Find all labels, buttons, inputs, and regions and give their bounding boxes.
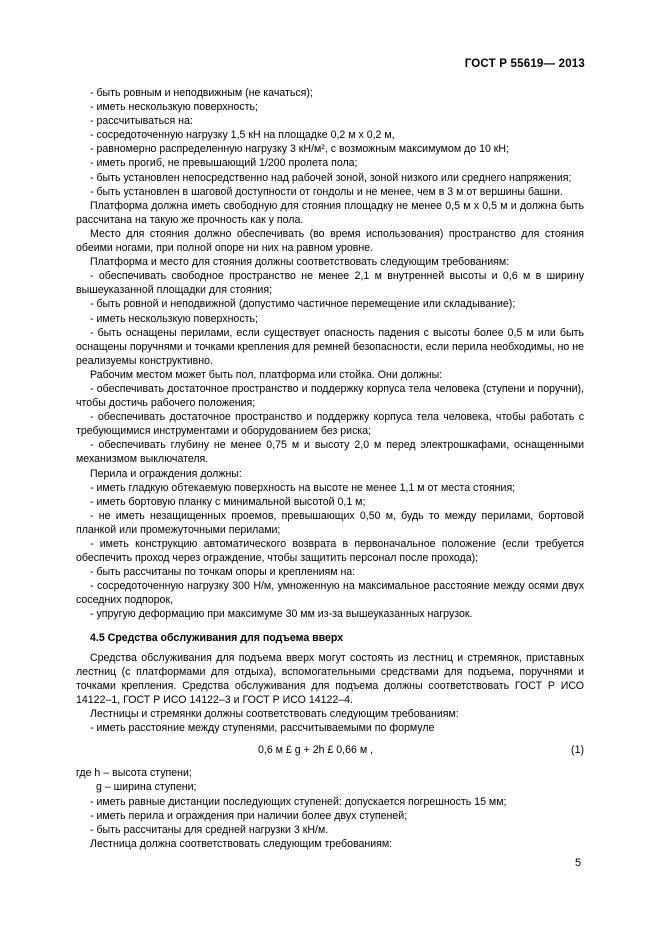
paragraph: - обеспечивать глубину не менее 0,75 м и высоту 2,0 м перед электрошкафами, оснащенными механизмом выключателя. (76, 439, 584, 466)
formula-number: (1) (571, 744, 584, 757)
paragraph: - иметь конструкцию автоматического возврата в первоначальное положение (если требуется обеспечить проход через ограждение, чтобы защитить персонал после прохода); (76, 538, 584, 565)
paragraph: - обеспечивать свободное пространство не менее 2,1 м внутренней высоты и 0,6 м в ширину вышеуказанной площадки для стояния; (76, 270, 584, 297)
paragraph: - быть рассчитаны для средней нагрузки 3 кН/м. (90, 823, 329, 836)
paragraph: - иметь расстояние между ступенями, рассчитываемыми по формуле (90, 722, 435, 735)
text-block-2 (76, 651, 584, 736)
document-header: ГОСТ Р 55619— 2013 (464, 58, 585, 70)
paragraph: - быть оснащены перилами, если существует опасность падения с высоты более 0,5 м или быть оснащены поручнями и точками крепления для ремней безопасности, если перила необходимы, но не реализуемы конструктивно. (76, 326, 584, 367)
paragraph: - иметь перила и ограждения при наличии более двух ступеней; (90, 809, 408, 822)
paragraph: - обеспечивать достаточное пространство и поддержку корпуса тела человека, чтобы работать с требующимися инструментами и оборудованием без риска; (76, 411, 584, 438)
paragraph: - равномерно распределенную нагрузку 3 кН/м², с возможным максимумом до 10 кН; (90, 143, 510, 156)
page-number: 5 (575, 857, 582, 869)
definition-h: где h – высота ступени; (76, 767, 192, 780)
paragraph: Рабочим местом может быть пол, платформа или стойка. Они должны: (90, 368, 443, 381)
paragraph: - обеспечивать достаточное пространство и поддержку корпуса тела человека (ступени и поручни), чтобы достичь рабочего положения; (76, 382, 584, 410)
paragraph: - быть ровным и неподвижным (не качаться); (90, 87, 313, 99)
paragraph: - рассчитываться на: (90, 115, 193, 128)
formula-line (76, 743, 584, 757)
paragraph: Лестницы и стремянки должны соответствовать следующим требованиям: (90, 708, 459, 721)
paragraph: - быть рассчитаны по точкам опоры и креплениям на: (90, 566, 356, 579)
paragraph: - быть установлен непосредственно над рабочей зоной, зоной низкого или среднего напряжения; (90, 171, 572, 184)
paragraph: - сосредоточенную нагрузку 1,5 кН на площадке 0,2 м х 0,2 м, (90, 129, 395, 142)
paragraph: Платформа и место для стояния должны соответствовать следующим требованиям: (90, 256, 510, 269)
paragraph: - иметь равные дистанции последующих ступеней: допускается погрешность 15 мм; (90, 795, 507, 808)
text-block-3 (76, 795, 584, 851)
paragraph: Место для стояния должно обеспечивать (во время использования) пространство для стояния обеими ногами, при полной опоре ни них на равном уровне. (76, 227, 584, 255)
paragraph: - сосредоточенную нагрузку 300 Н/м, умноженную на максимальное расстояние между осями двух соседних подпорок, (76, 580, 584, 607)
paragraph: Лестница должна соответствовать следующим требованиям: (90, 837, 393, 850)
paragraph: Платформа должна иметь свободную для стояния площадку не менее 0,5 м х 0,5 м и должна быть рассчитана на такую же прочность как у пола. (76, 199, 584, 226)
paragraph: - иметь нескользкую поверхность; (90, 101, 258, 114)
paragraph: - не иметь незащищенных проемов, превышающих 0,50 м, будь то между перилами, бортовой планкой или промежуточными перилами; (76, 509, 584, 536)
definition-g: g – ширина ступени; (96, 781, 197, 794)
paragraph: - упругую деформацию при максимуме 30 мм из-за вышеуказанных нагрузок. (90, 608, 473, 621)
paragraph: - быть ровной и неподвижной (допустимо частичное перемещение или складывание); (90, 298, 516, 311)
formula: 0,6 м £ g + 2h £ 0,66 м , (258, 744, 373, 757)
paragraph: Перила и ограждения должны: (90, 467, 242, 480)
paragraph: - быть установлен в шаговой доступности от гондолы и не менее, чем в 3 м от вершины башни. (90, 185, 563, 198)
document-body (76, 86, 584, 851)
text-block-1 (76, 86, 584, 622)
paragraph: Средства обслуживания для подъема вверх могут состоять из лестниц и стремянок, приставных лестниц (с платформами для отдыха), вспомогательными средствами для подъема, поручнями и точками крепления. Средства обслуживания для подъема должны соответствовать ГОСТ Р ИСО 14122–1, ГОСТ Р ИСО 14122–3 и ГОСТ Р ИСО 14122–4. (76, 651, 584, 706)
paragraph: - иметь гладкую обтекаемую поверхность на высоте не менее 1,1 м от места стояния; (90, 481, 516, 494)
paragraph: - иметь бортовую планку с минимальной высотой 0,1 м; (90, 495, 366, 508)
paragraph: - иметь прогиб, не превышающий 1/200 пролета пола; (90, 157, 358, 170)
section-title: 4.5 Средства обслуживания для подъема вверх (90, 631, 344, 644)
paragraph: - иметь нескользкую поверхность; (90, 312, 258, 325)
